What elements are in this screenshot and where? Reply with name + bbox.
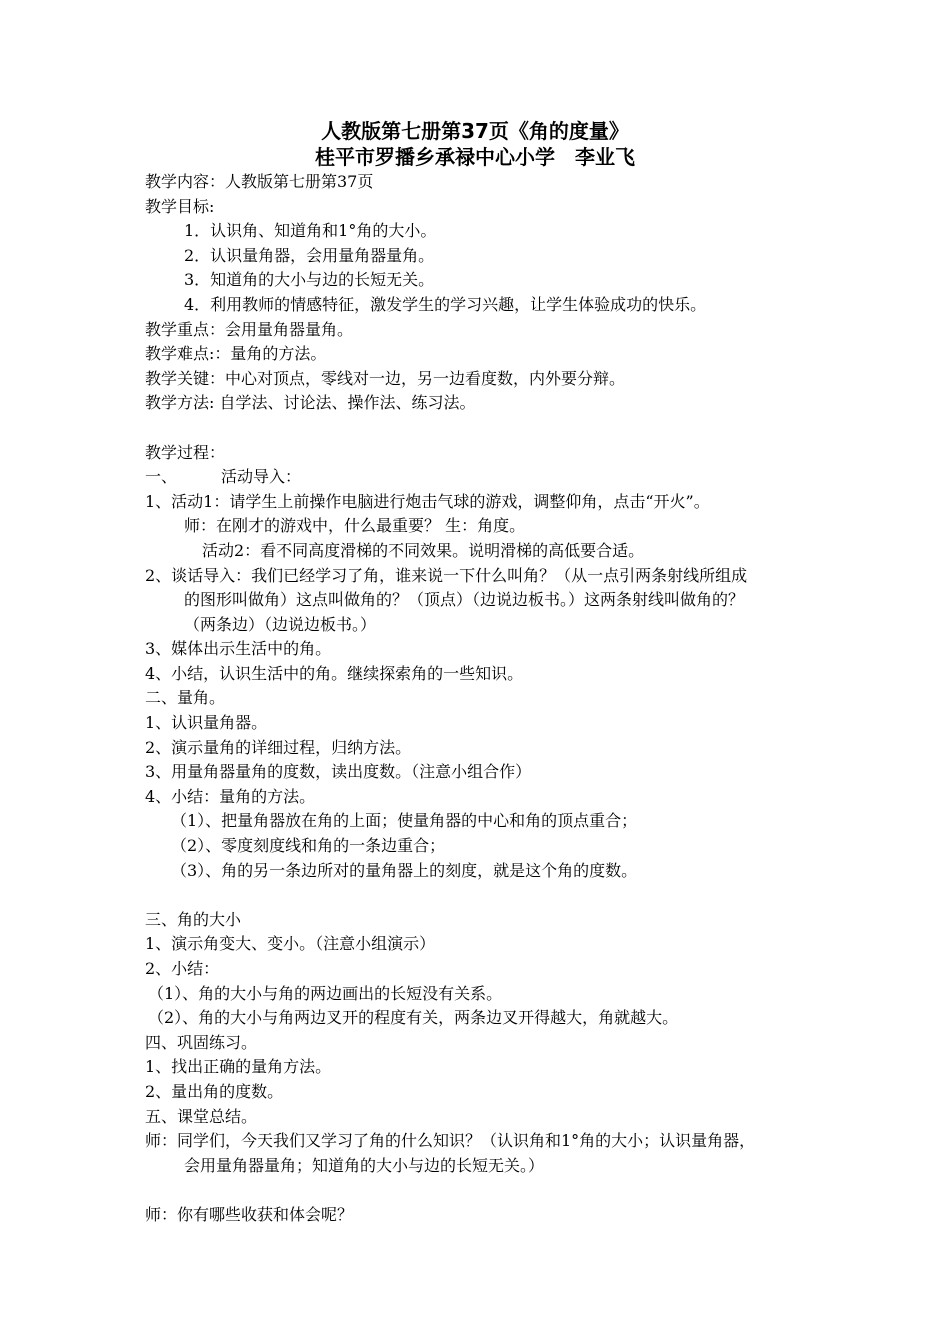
goal-item: 3．知道角的大小与边的长短无关。	[184, 270, 435, 290]
teaching-process-heading: 教学过程：	[145, 442, 226, 462]
paragraph-line: 3、用量角器量角的度数，读出度数。（注意小组合作）	[145, 762, 532, 782]
paragraph-line: （2）、零度刻度线和角的一条边重合；	[171, 836, 446, 856]
teaching-content: 教学内容：人教版第七册第37页	[145, 172, 374, 191]
paragraph-line: 师：在刚才的游戏中，什么最重要？ 生：角度。	[184, 516, 526, 536]
paragraph-line: 2、小结：	[145, 959, 220, 978]
section-heading: 三、角的大小	[145, 909, 242, 929]
section-number: 一、	[145, 467, 178, 487]
section-heading: 二、量角。	[145, 688, 226, 708]
paragraph-line: 活动2：看不同高度滑梯的不同效果。说明滑梯的高低要合适。	[202, 540, 645, 560]
paragraph-line: 3、媒体出示生活中的角。	[145, 639, 332, 659]
goal-item: 1．认识角、知道角和1°角的大小。	[184, 221, 437, 241]
teaching-key: 教学关键：中心对顶点，零线对一边，另一边看度数，内外要分辩。	[145, 368, 626, 388]
paragraph-line: 1、演示角变大、变小。（注意小组演示）	[145, 934, 436, 954]
paragraph-line: 会用量角器量角；知道角的大小与边的长短无关。）	[184, 1155, 545, 1175]
paragraph-line: （两条边）（边说边板书。）	[184, 614, 377, 634]
paragraph-line: （1）、角的大小与角的两边画出的长短没有关系。	[148, 983, 503, 1003]
paragraph-line: 2、演示量角的详细过程，归纳方法。	[145, 737, 412, 757]
section-heading	[145, 465, 865, 490]
paragraph-line: 1、认识量角器。	[145, 713, 268, 733]
paragraph-line: 师：同学们，今天我们又学习了角的什么知识？（认识角和1°角的大小；认识量角器，	[145, 1131, 756, 1151]
teaching-difficulty: 教学难点:：量角的方法。	[145, 344, 327, 364]
teaching-focus: 教学重点：会用量角器量角。	[145, 319, 354, 339]
blank-line	[145, 1178, 865, 1203]
paragraph-line: 的图形叫做角）这点叫做角的？（顶点）（边说边板书。）这两条射线叫做角的？	[184, 590, 745, 610]
paragraph-line: 2、谈话导入：我们已经学习了角，谁来说一下什么叫角？（从一点引两条射线所组成	[145, 565, 748, 585]
paragraph-line: （2）、角的大小与角两边叉开的程度有关，两条边叉开得越大，角就越大。	[148, 1008, 679, 1028]
teaching-goals-heading: 教学目标:	[145, 196, 215, 216]
blank-line	[145, 883, 865, 908]
teaching-methods: 教学方法: 自学法、讨论法、操作法、练习法。	[145, 393, 476, 413]
section-heading: 五、课堂总结。	[145, 1106, 258, 1126]
section-heading: 四、巩固练习。	[145, 1032, 258, 1052]
paragraph-line: 2、量出角的度数。	[145, 1081, 284, 1101]
paragraph-line: 师：你有哪些收获和体会呢？	[145, 1204, 354, 1224]
document-body	[145, 170, 865, 1228]
paragraph-line: 4、小结，认识生活中的角。继续探索角的一些知识。	[145, 663, 524, 683]
paragraph-line: 1、找出正确的量角方法。	[145, 1057, 332, 1077]
blank-line	[145, 416, 865, 441]
paragraph-line: 1、活动1：请学生上前操作电脑进行炮击气球的游戏，调整仰角，点击“开火”。	[145, 491, 710, 511]
document-title: 人教版第七册第37页《角的度量》	[321, 119, 629, 143]
paragraph-line: （1）、把量角器放在角的上面；使量角器的中心和角的顶点重合；	[171, 811, 638, 831]
paragraph-line: 4、小结：量角的方法。	[145, 786, 316, 806]
author-line: 桂平市罗播乡承禄中心小学 李业飞	[315, 145, 635, 169]
section-title: 活动导入：	[221, 467, 302, 487]
goal-item: 2．认识量角器，会用量角器量角。	[184, 245, 435, 265]
paragraph-line: （3）、角的另一条边所对的量角器上的刻度，就是这个角的度数。	[171, 860, 638, 880]
goal-item: 4．利用教师的情感特征，激发学生的学习兴趣，让学生体验成功的快乐。	[184, 294, 707, 314]
